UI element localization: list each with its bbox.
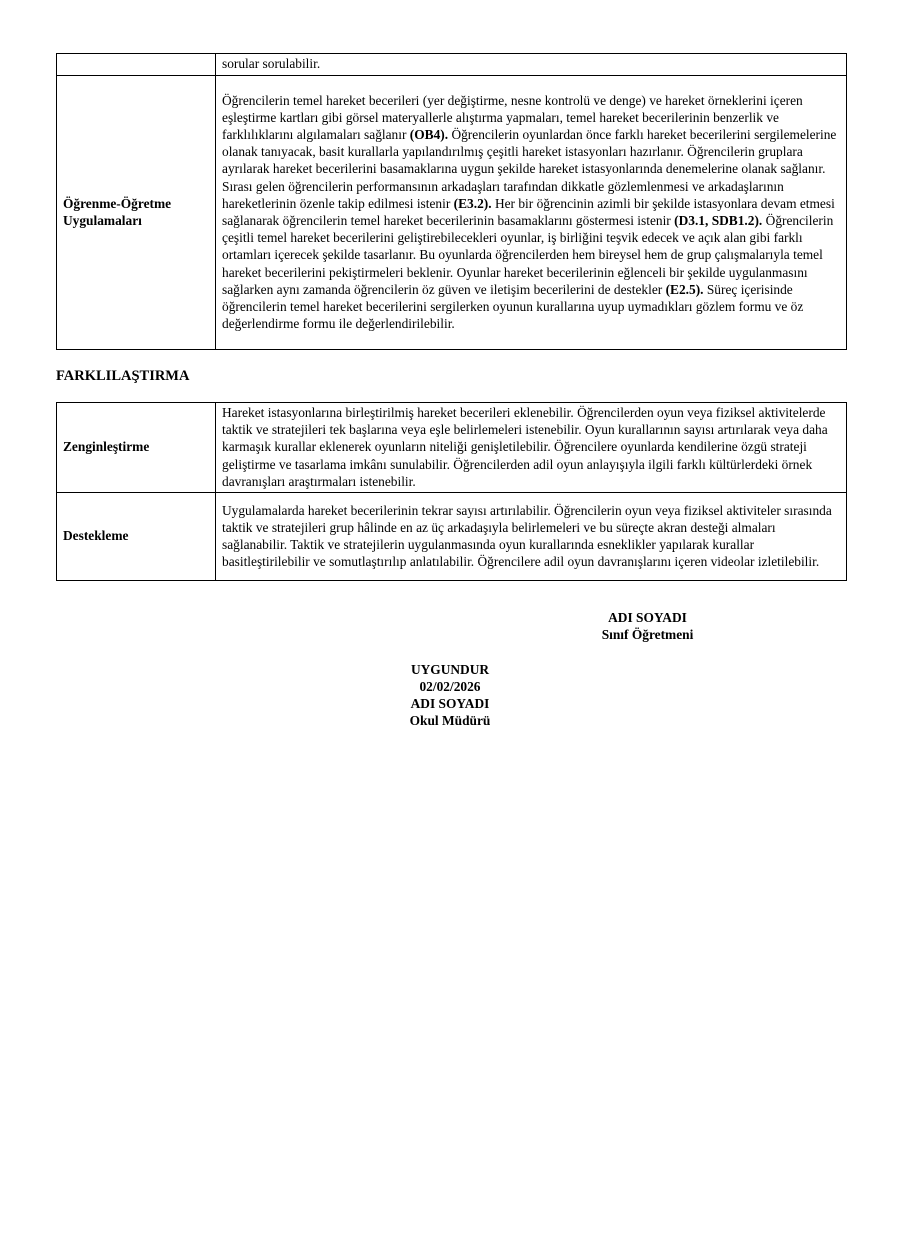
continuation-text: sorular sorulabilir. <box>216 54 847 76</box>
teacher-signature-block <box>500 609 795 643</box>
approval-signature-block <box>350 661 550 729</box>
table-row <box>57 403 847 493</box>
row-label-destekleme: Destekleme <box>57 493 216 581</box>
table-row <box>57 54 847 76</box>
principal-title: Okul Müdürü <box>409 713 491 728</box>
learning-teaching-table <box>56 53 847 350</box>
row-label-zenginlestirme: Zenginleştirme <box>57 403 216 493</box>
zenginlestirme-text: Hareket istasyonlarına birleştirilmiş hareket becerileri eklenebilir. Öğrencilerden oyun veya fiziksel aktivitelerde taktik ve stratejileri tek başlarına veya eşle belirlemeleri istenebilir. Oyun kurallarının sayısı artırılarak veya daha karmaşık kurallar eklenerek oyunların niteliği genişletilebilir. Öğrencilere oyunlarda kendilerine özgü strateji geliştirme ve tasarlama imkânı sunulabilir. Öğrencilerden adil oyun anlayışıyla ilgili farklı kültürlerdeki örnek davranışları araştırmaları istenebilir. <box>216 403 847 493</box>
table-row <box>57 76 847 350</box>
row-label-ogrenme-ogretme: Öğrenme-Öğretme Uygulamaları <box>57 76 216 350</box>
teacher-title: Sınıf Öğretmeni <box>601 627 694 642</box>
approval-date: 02/02/2026 <box>419 679 481 694</box>
uygulamalar-paragraph: Öğrencilerin temel hareket becerileri (yer değiştirme, nesne kontrolü ve denge) ve hareket örneklerini içeren eşleştirme kartları gibi görsel materyallerle alıştırma yapmaları, temel hareket becerilerinin benzerlik ve farklılıklarını algılamaları sağlanır (OB4). Öğrencilerin oyunlardan önce farklı hareket becerilerini sergilemelerine olanak tanıyacak, basit kurallarla yapılandırılmış çeşitli hareket istasyonları hazırlanır. Öğrencilerin gruplara ayrılarak hareket becerilerini basamaklarına uygun şekilde hareket istasyonlarında denemelerine olanak sağlanır. Sırası gelen öğrencilerin performansının arkadaşları tarafından dikkatle gözlemlenmesi ve arkadaşlarının hareketlerinin özenle takip edilmesi istenir (E3.2). Her bir öğrencinin azimli bir şekilde istasyonlara devam etmesi sağlanarak öğrencilerin temel hareket becerilerinin basamaklarını göstermesi istenir (D3.1, SDB1.2). Öğrencilerin çeşitli temel hareket becerilerini geliştirebilecekleri oyunlar, iş birliğini teşvik edecek ve açık alan gibi farklı ortamları içerecek şekilde tasarlanır. Bu oyunlarda öğrencilerden hem bireysel hem de grup çalışmalarıyla temel hareket becerilerini pekiştirmeleri beklenir. Oyunlar hareket becerilerinin eğlenceli bir şekilde uygulanmasını sağlarken aynı zamanda öğrencilerin öz güven ve iletişim becerilerini de destekler (E2.5). Süreç içerisinde öğrencilerin temel hareket becerilerini sergilerken oyunun kurallarına uyup uymadıkları gözlem formu ve öz değerlendirme formu ile değerlendirilebilir. <box>216 76 847 350</box>
differentiation-table <box>56 402 847 581</box>
principal-name: ADI SOYADI <box>410 696 490 711</box>
empty-label-cell <box>57 54 216 76</box>
approval-status: UYGUNDUR <box>410 662 490 677</box>
table-row <box>57 493 847 581</box>
teacher-name: ADI SOYADI <box>608 610 687 625</box>
farklilastirma-heading: FARKLILAŞTIRMA <box>56 368 190 384</box>
destekleme-text: Uygulamalarda hareket becerilerinin tekrar sayısı artırılabilir. Öğrencilerin oyun veya fiziksel aktiviteler sırasında taktik ve stratejileri grup hâlinde en az üç arkadaşıyla belirlemeleri ve bu süreçte akran desteği almaları sağlanabilir. Taktik ve stratejilerin uygulanmasında oyun kurallarında esneklikler yapılarak kurallar basitleştirilebilir ve somutlaştırılıp anlatılabilir. Öğrencilere adil oyun davranışlarını içeren videolar izletilebilir. <box>216 493 847 581</box>
